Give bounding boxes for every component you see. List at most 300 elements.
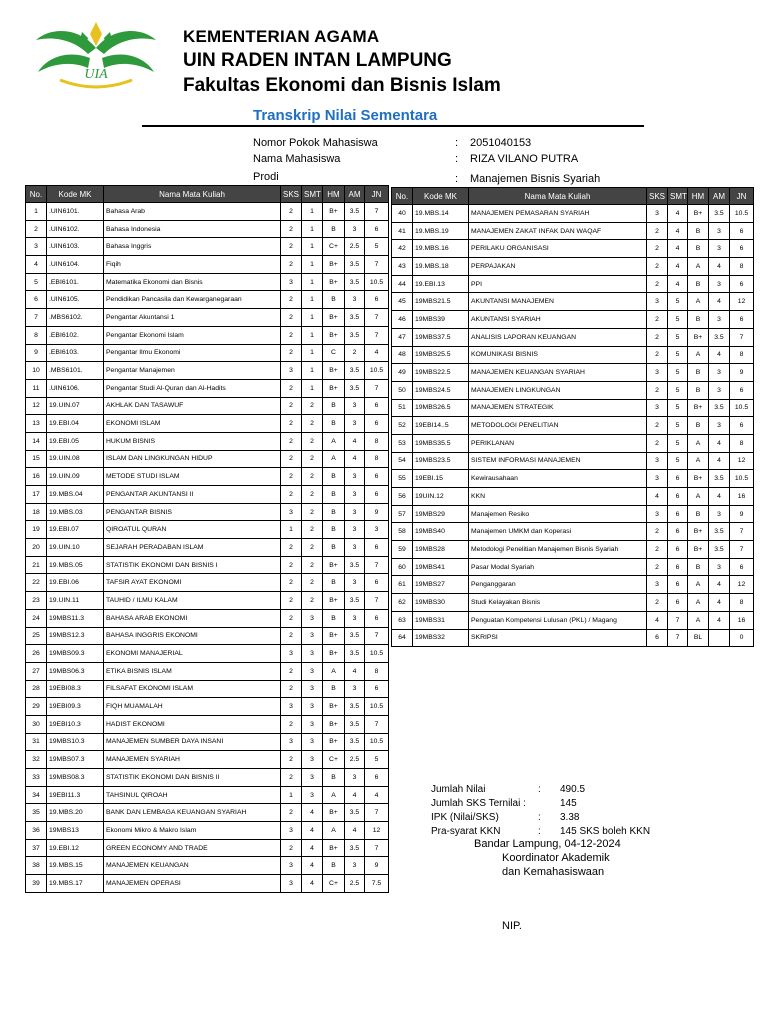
column-header: Kode MK <box>413 188 469 205</box>
table-row <box>392 505 754 523</box>
letter-grade: B <box>688 275 709 293</box>
course-code: 19MBS41 <box>413 558 469 576</box>
table-row <box>392 629 754 647</box>
credits: 2 <box>281 662 302 680</box>
faculty-name: Fakultas Ekonomi dan Bisnis Islam <box>183 75 501 96</box>
table-row <box>392 611 754 629</box>
grade-point: 3.5 <box>709 541 730 559</box>
credits: 2 <box>647 275 668 293</box>
semester: 1 <box>302 309 323 327</box>
semester: 4 <box>668 240 688 258</box>
row-number: 62 <box>392 594 413 612</box>
course-code: 19.UIN.11 <box>47 592 104 610</box>
course-name: Bahasa Inggris <box>104 238 281 256</box>
table-row <box>26 432 389 450</box>
grade-point: 3 <box>345 397 365 415</box>
credits: 2 <box>647 558 668 576</box>
table-row <box>26 556 389 574</box>
course-name: MANAJEMEN KEUANGAN <box>104 857 281 875</box>
course-name: Fiqih <box>104 256 281 274</box>
course-name: EKONOMI ISLAM <box>104 415 281 433</box>
table-row <box>26 468 389 486</box>
table-row <box>26 326 389 344</box>
course-code: 19MBS39 <box>413 311 469 329</box>
letter-grade: B+ <box>688 399 709 417</box>
course-code: 19MBS28 <box>413 541 469 559</box>
semester: 6 <box>668 488 688 506</box>
weighted-score: 7.5 <box>365 875 389 893</box>
grade-point: 3 <box>709 505 730 523</box>
course-code: 19MBS10.3 <box>47 733 104 751</box>
grade-point: 3 <box>345 415 365 433</box>
row-number: 50 <box>392 381 413 399</box>
grades-table-right <box>391 187 754 647</box>
grade-point: 3 <box>345 220 365 238</box>
semester: 7 <box>668 629 688 647</box>
row-number: 8 <box>26 326 47 344</box>
course-code: .UIN6106. <box>47 379 104 397</box>
course-name: Ekonomi Mikro & Makro Islam <box>104 822 281 840</box>
letter-grade: B+ <box>688 541 709 559</box>
course-code: 19MBS29 <box>413 505 469 523</box>
table-row <box>26 857 389 875</box>
table-row <box>26 751 389 769</box>
weighted-score: 6 <box>365 486 389 504</box>
grade-point: 3 <box>709 364 730 382</box>
weighted-score: 10.5 <box>365 273 389 291</box>
semester: 2 <box>302 539 323 557</box>
credits: 2 <box>281 397 302 415</box>
semester: 3 <box>302 609 323 627</box>
course-code: 19.UIN.10 <box>47 539 104 557</box>
course-code: 19MBS12.3 <box>47 627 104 645</box>
course-code: 19MBS37.5 <box>413 328 469 346</box>
credits: 2 <box>281 804 302 822</box>
row-number: 11 <box>26 379 47 397</box>
weighted-score: 7 <box>365 715 389 733</box>
title-underline <box>142 125 644 127</box>
grade-point: 2.5 <box>345 751 365 769</box>
letter-grade: B+ <box>323 804 345 822</box>
weighted-score: 7 <box>365 256 389 274</box>
course-code: 19UIN.12 <box>413 488 469 506</box>
table-row <box>392 222 754 240</box>
row-number: 7 <box>26 309 47 327</box>
table-row <box>26 786 389 804</box>
course-name: AKUNTANSI SYARIAH <box>469 311 647 329</box>
letter-grade: B <box>323 415 345 433</box>
row-number: 49 <box>392 364 413 382</box>
grade-point: 3 <box>345 680 365 698</box>
grade-point: 2.5 <box>345 238 365 256</box>
credits: 2 <box>281 556 302 574</box>
summary-value-credits: 145 <box>560 798 577 809</box>
credits: 2 <box>647 258 668 276</box>
course-code: 19MBS07.3 <box>47 751 104 769</box>
course-code: 19.MBS.19 <box>413 222 469 240</box>
grade-point: 3 <box>709 311 730 329</box>
course-name: METODOLOGI PENELITIAN <box>469 417 647 435</box>
grade-point: 3 <box>709 240 730 258</box>
weighted-score: 10.5 <box>365 362 389 380</box>
grade-point: 3 <box>345 857 365 875</box>
row-number: 41 <box>392 222 413 240</box>
credits: 2 <box>281 220 302 238</box>
semester: 1 <box>302 326 323 344</box>
letter-grade: B+ <box>323 362 345 380</box>
course-name: HUKUM BISNIS <box>104 432 281 450</box>
credits: 2 <box>281 592 302 610</box>
row-number: 10 <box>26 362 47 380</box>
weighted-score: 7 <box>365 309 389 327</box>
course-code: 19MBS23.5 <box>413 452 469 470</box>
row-number: 19 <box>26 521 47 539</box>
credits: 2 <box>647 523 668 541</box>
table-row <box>26 256 389 274</box>
table-row <box>392 311 754 329</box>
weighted-score: 6 <box>730 240 754 258</box>
weighted-score: 6 <box>730 381 754 399</box>
course-name: BAHASA ARAB EKONOMI <box>104 609 281 627</box>
grade-point: 3 <box>709 381 730 399</box>
course-name: STATISTIK EKONOMI DAN BISNIS II <box>104 769 281 787</box>
letter-grade: B <box>688 222 709 240</box>
row-number: 26 <box>26 645 47 663</box>
grade-point: 2.5 <box>345 875 365 893</box>
credits: 2 <box>281 627 302 645</box>
column-header: JN <box>730 188 754 205</box>
grade-point: 3 <box>345 539 365 557</box>
name-colon: : <box>455 153 459 165</box>
semester: 7 <box>668 611 688 629</box>
course-name: BANK DAN LEMBAGA KEUANGAN SYARIAH <box>104 804 281 822</box>
table-row <box>26 733 389 751</box>
letter-grade: B+ <box>323 273 345 291</box>
letter-grade: B <box>688 240 709 258</box>
grade-point: 2 <box>345 344 365 362</box>
letter-grade: B+ <box>323 592 345 610</box>
row-number: 36 <box>26 822 47 840</box>
semester: 3 <box>302 680 323 698</box>
table-row <box>392 434 754 452</box>
course-code: 19.EBI.04 <box>47 415 104 433</box>
row-number: 37 <box>26 839 47 857</box>
semester: 3 <box>302 786 323 804</box>
table-row <box>392 558 754 576</box>
course-code: 19MBS11.3 <box>47 609 104 627</box>
grade-point: 3.5 <box>709 328 730 346</box>
letter-grade: A <box>688 594 709 612</box>
credits: 2 <box>281 256 302 274</box>
weighted-score: 7 <box>365 592 389 610</box>
course-code: 19MBS08.3 <box>47 769 104 787</box>
grade-point: 4 <box>345 432 365 450</box>
course-code: 19EBI10.3 <box>47 715 104 733</box>
semester: 3 <box>302 733 323 751</box>
course-code: .MBS6101. <box>47 362 104 380</box>
semester: 5 <box>668 311 688 329</box>
table-row <box>26 539 389 557</box>
course-name: BAHASA INGGRIS EKONOMI <box>104 627 281 645</box>
course-code: 19.MBS.18 <box>413 258 469 276</box>
table-row <box>26 486 389 504</box>
semester: 3 <box>302 662 323 680</box>
semester: 5 <box>668 399 688 417</box>
weighted-score: 7 <box>365 203 389 221</box>
letter-grade: B <box>323 291 345 309</box>
course-name: Kewirausahaan <box>469 470 647 488</box>
grade-point: 3.5 <box>709 523 730 541</box>
semester: 6 <box>668 523 688 541</box>
grade-point: 3 <box>345 574 365 592</box>
credits: 3 <box>647 293 668 311</box>
row-number: 43 <box>392 258 413 276</box>
course-name: TAUHID / ILMU KALAM <box>104 592 281 610</box>
credits: 2 <box>281 769 302 787</box>
table-row <box>392 594 754 612</box>
letter-grade: B+ <box>323 698 345 716</box>
weighted-score: 9 <box>730 505 754 523</box>
credits: 3 <box>647 399 668 417</box>
table-row <box>392 488 754 506</box>
table-row <box>26 645 389 663</box>
letter-grade: B <box>323 486 345 504</box>
grade-point: 3.5 <box>345 326 365 344</box>
grade-point: 4 <box>709 434 730 452</box>
course-name: SEJARAH PERADABAN ISLAM <box>104 539 281 557</box>
semester: 2 <box>302 592 323 610</box>
course-name: KOMUNIKASI BISNIS <box>469 346 647 364</box>
name-label: Nama Mahasiswa <box>253 153 341 165</box>
semester: 5 <box>668 364 688 382</box>
table-row <box>26 662 389 680</box>
table-row <box>26 592 389 610</box>
column-header: Nama Mata Kuliah <box>469 188 647 205</box>
course-code: 19MBS27 <box>413 576 469 594</box>
course-code: 19EBI08.3 <box>47 680 104 698</box>
row-number: 53 <box>392 434 413 452</box>
table-row <box>26 627 389 645</box>
grade-point: 3 <box>345 609 365 627</box>
table-row <box>26 574 389 592</box>
semester: 2 <box>302 397 323 415</box>
grade-point: 3.5 <box>345 362 365 380</box>
course-name: PERILAKU ORGANISASI <box>469 240 647 258</box>
summary-value-gpa: 3.38 <box>560 812 580 823</box>
semester: 2 <box>302 556 323 574</box>
table-row <box>26 503 389 521</box>
semester: 3 <box>302 627 323 645</box>
course-name: TAFSIR AYAT EKONOMI <box>104 574 281 592</box>
credits: 4 <box>647 488 668 506</box>
letter-grade: B <box>323 503 345 521</box>
letter-grade: B <box>323 468 345 486</box>
semester: 4 <box>302 822 323 840</box>
semester: 5 <box>668 346 688 364</box>
row-number: 18 <box>26 503 47 521</box>
course-name: MANAJEMEN ZAKAT INFAK DAN WAQAF <box>469 222 647 240</box>
table-row <box>26 415 389 433</box>
credits: 2 <box>647 381 668 399</box>
row-number: 14 <box>26 432 47 450</box>
row-number: 63 <box>392 611 413 629</box>
row-number: 56 <box>392 488 413 506</box>
semester: 1 <box>302 362 323 380</box>
letter-grade: B <box>323 857 345 875</box>
semester: 5 <box>668 381 688 399</box>
course-code: 19EBI09.3 <box>47 698 104 716</box>
row-number: 33 <box>26 769 47 787</box>
table-row <box>392 541 754 559</box>
row-number: 15 <box>26 450 47 468</box>
semester: 3 <box>302 645 323 663</box>
credits: 3 <box>281 733 302 751</box>
course-name: Studi Kelayakan Bisnis <box>469 594 647 612</box>
course-name: PPI <box>469 275 647 293</box>
grade-point: 4 <box>709 611 730 629</box>
nim-label: Nomor Pokok Mahasiswa <box>253 137 378 149</box>
semester: 2 <box>302 450 323 468</box>
credits: 2 <box>281 326 302 344</box>
semester: 6 <box>668 505 688 523</box>
letter-grade: B <box>688 558 709 576</box>
semester: 1 <box>302 291 323 309</box>
nim-colon: : <box>455 137 459 149</box>
grade-point: 3 <box>709 275 730 293</box>
course-code: .EBI6102. <box>47 326 104 344</box>
grade-point: 3.5 <box>345 592 365 610</box>
row-number: 32 <box>26 751 47 769</box>
credits: 3 <box>281 857 302 875</box>
course-name: PENGANTAR AKUNTANSI II <box>104 486 281 504</box>
course-name: Metodologi Penelitian Manajemen Bisnis Syariah <box>469 541 647 559</box>
row-number: 5 <box>26 273 47 291</box>
grade-point: 4 <box>709 488 730 506</box>
credits: 2 <box>281 450 302 468</box>
row-number: 22 <box>26 574 47 592</box>
row-number: 21 <box>26 556 47 574</box>
grades-table-left <box>25 185 389 893</box>
grade-point: 3 <box>709 417 730 435</box>
course-code: .UIN6103. <box>47 238 104 256</box>
weighted-score: 6 <box>365 220 389 238</box>
grade-point: 3 <box>345 486 365 504</box>
credits: 3 <box>647 576 668 594</box>
ministry-name: KEMENTERIAN AGAMA <box>183 27 380 46</box>
row-number: 60 <box>392 558 413 576</box>
nim-value: 2051040153 <box>470 137 532 149</box>
summary-label: Jumlah SKS Ternilai : <box>431 798 526 809</box>
column-header: JN <box>365 186 389 203</box>
column-header: SKS <box>281 186 302 203</box>
course-code: 19MBS22.5 <box>413 364 469 382</box>
course-name: FILSAFAT EKONOMI ISLAM <box>104 680 281 698</box>
letter-grade: A <box>323 432 345 450</box>
grade-point: 4 <box>709 346 730 364</box>
course-name: Pengantar Ilmu Ekonomi <box>104 344 281 362</box>
credits: 3 <box>281 822 302 840</box>
grade-point: 3.5 <box>345 256 365 274</box>
weighted-score: 7 <box>365 627 389 645</box>
university-name: UIN RADEN INTAN LAMPUNG <box>183 50 452 71</box>
course-name: Manajemen UMKM dan Koperasi <box>469 523 647 541</box>
grade-point: 3.5 <box>345 309 365 327</box>
grade-point: 3.5 <box>345 715 365 733</box>
semester: 5 <box>668 293 688 311</box>
column-header: SKS <box>647 188 668 205</box>
weighted-score: 4 <box>365 786 389 804</box>
weighted-score: 6 <box>365 539 389 557</box>
column-header: HM <box>688 188 709 205</box>
course-code: 19.UIN.07 <box>47 397 104 415</box>
row-number: 54 <box>392 452 413 470</box>
row-number: 48 <box>392 346 413 364</box>
course-code: 19MBS40 <box>413 523 469 541</box>
grade-point: 4 <box>709 293 730 311</box>
letter-grade: B <box>688 417 709 435</box>
grade-point: 3.5 <box>345 627 365 645</box>
credits: 2 <box>281 238 302 256</box>
table-row <box>26 698 389 716</box>
weighted-score: 10.5 <box>365 733 389 751</box>
course-name: Manajemen Resiko <box>469 505 647 523</box>
row-number: 46 <box>392 311 413 329</box>
grade-point: 4 <box>709 258 730 276</box>
weighted-score: 16 <box>730 488 754 506</box>
table-row <box>392 576 754 594</box>
letter-grade: B+ <box>688 328 709 346</box>
semester: 4 <box>302 857 323 875</box>
course-code: 19.MBS.20 <box>47 804 104 822</box>
grade-point: 3.5 <box>709 399 730 417</box>
table-row <box>392 523 754 541</box>
summary-label: Jumlah Nilai <box>431 784 486 795</box>
course-name: ANALISIS LAPORAN KEUANGAN <box>469 328 647 346</box>
letter-grade: B+ <box>323 645 345 663</box>
column-header: No. <box>392 188 413 205</box>
table-row <box>26 715 389 733</box>
course-code: 19MBS24.5 <box>413 381 469 399</box>
row-number: 28 <box>26 680 47 698</box>
row-number: 23 <box>26 592 47 610</box>
grade-point: 3.5 <box>345 733 365 751</box>
row-number: 34 <box>26 786 47 804</box>
grade-point: 3 <box>345 291 365 309</box>
semester: 4 <box>668 275 688 293</box>
letter-grade: B+ <box>688 523 709 541</box>
credits: 2 <box>281 574 302 592</box>
course-name: METODE STUDI ISLAM <box>104 468 281 486</box>
course-name: Matematika Ekonomi dan Bisnis <box>104 273 281 291</box>
semester: 5 <box>668 434 688 452</box>
credits: 2 <box>647 417 668 435</box>
semester: 5 <box>668 417 688 435</box>
semester: 2 <box>302 432 323 450</box>
row-number: 57 <box>392 505 413 523</box>
course-code: 19MBS06.3 <box>47 662 104 680</box>
table-row <box>392 399 754 417</box>
grade-point: 4 <box>345 822 365 840</box>
table-header-row <box>392 188 754 205</box>
weighted-score: 6 <box>365 291 389 309</box>
summary-value-total-score: 490.5 <box>560 784 586 795</box>
credits: 2 <box>281 468 302 486</box>
table-row <box>392 346 754 364</box>
credits: 3 <box>647 470 668 488</box>
table-row <box>392 258 754 276</box>
row-number: 31 <box>26 733 47 751</box>
semester: 5 <box>668 452 688 470</box>
